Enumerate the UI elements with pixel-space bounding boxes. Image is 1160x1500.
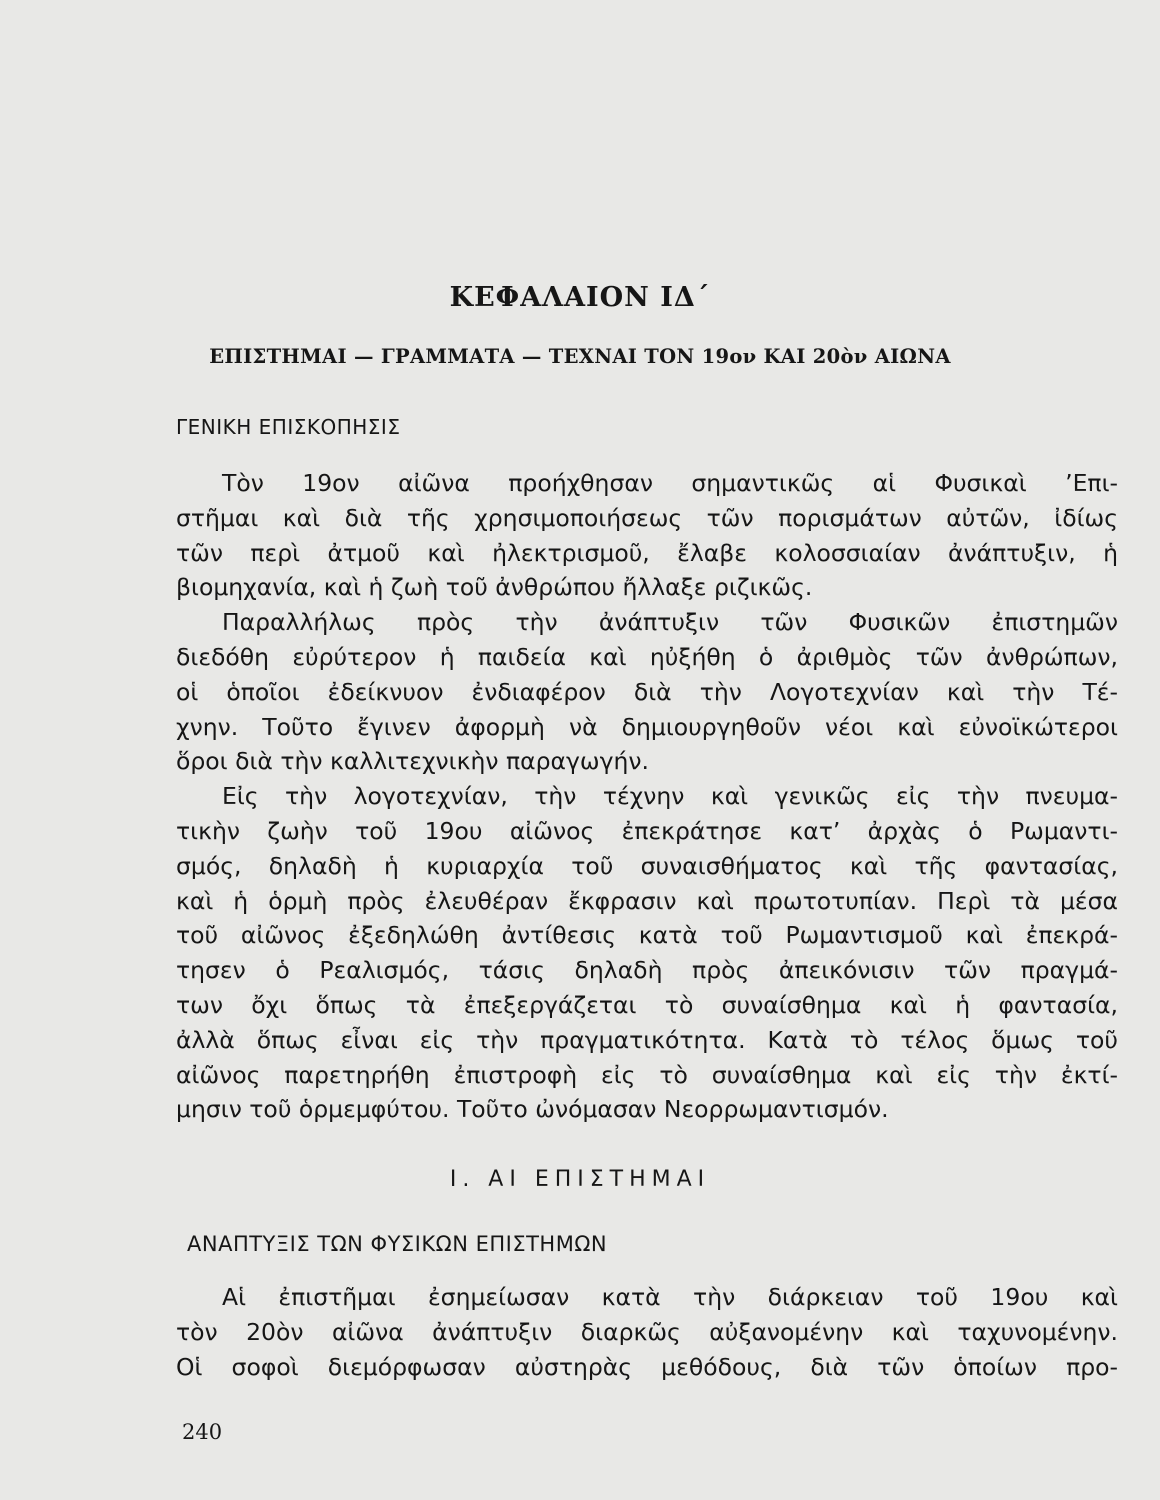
text-line: των ὄχι ὅπως τὰ ἐπεξεργάζεται τὸ συναίσθημα καὶ ἡ φαντασία, [176, 990, 1118, 1019]
text-line: Τὸν 19ον αἰῶνα προήχθησαν σημαντικῶς αἱ Φυσικαὶ ’Επι- [222, 469, 1118, 497]
text-line: στῆμαι καὶ διὰ τῆς χρησιμοποιήσεως τῶν πορισμάτων αὐτῶν, ἰδίως [176, 503, 1118, 532]
text-line: διεδόθη εὐρύτερον ἡ παιδεία καὶ ηὐξήθη ὁ ἀριθμὸς τῶν ἀνθρώπων, [176, 642, 1118, 671]
text-line: καὶ ἡ ὁρμὴ πρὸς ἐλευθέραν ἔκφρασιν καὶ πρωτοτυπίαν. Περὶ τὰ μέσα [176, 886, 1118, 915]
text-line: Παραλλήλως πρὸς τὴν ἀνάπτυξιν τῶν Φυσικῶν ἐπιστημῶν [222, 608, 1118, 637]
text-line: τησεν ὁ Ρεαλισμός, τάσις δηλαδὴ πρὸς ἀπεικόνισιν τῶν πραγμά- [176, 956, 1118, 985]
text-line: τοῦ αἰῶνος ἐξεδηλώθη ἀντίθεσις κατὰ τοῦ Ρωμαντισμοῦ καὶ ἐπεκρά- [176, 921, 1118, 950]
general-overview-text [176, 466, 1118, 1127]
text-line: τῶν περὶ ἀτμοῦ καὶ ἠλεκτρισμοῦ, ἔλαβε κολοσσιαίαν ἀνάπτυξιν, ἡ [176, 538, 1118, 567]
text-line: μησιν τοῦ ὁρμεμφύτου. Τοῦτο ὠνόμασαν Νεορρωμαντισμόν. [176, 1095, 889, 1124]
text-line: ἀλλὰ ὅπως εἶναι εἰς τὴν πραγματικότητα. Κατὰ τὸ τέλος ὅμως τοῦ [176, 1025, 1118, 1054]
page-number: 240 [182, 1420, 223, 1444]
text-line: αἰῶνος παρετηρήθη ἐπιστροφὴ εἰς τὸ συναίσθημα καὶ εἰς τὴν ἐκτί- [176, 1060, 1118, 1089]
text-line: Εἰς τὴν λογοτεχνίαν, τὴν τέχνην καὶ γενικῶς εἰς τὴν πνευμα- [222, 782, 1118, 811]
text-line: βιομηχανία, καὶ ἡ ζωὴ τοῦ ἀνθρώπου ἤλλαξε ριζικῶς. [176, 573, 813, 602]
text-line: χνην. Τοῦτο ἔγινεν ἀφορμὴ νὰ δημιουργηθοῦν νέοι καὶ εὐνοϊκώτεροι [176, 712, 1118, 741]
chapter-title: ΚΕΦΑΛΑΙΟΝ ΙΔ΄ [449, 282, 711, 313]
text-line: τικὴν ζωὴν τοῦ 19ου αἰῶνος ἐπεκράτησε κατ’ ἀρχὰς ὁ Ρωμαντι- [176, 816, 1118, 845]
text-line: ὅροι διὰ τὴν καλλιτεχνικὴν παραγωγήν. [176, 747, 650, 776]
section-heading-physical-sciences: ΑΝΑΠΤΥΞΙΣ ΤΩΝ ΦΥΣΙΚΩΝ ΕΠΙΣΤΗΜΩΝ [187, 1232, 608, 1256]
physical-sciences-text [176, 1280, 1118, 1384]
text-line: Αἱ ἐπιστῆμαι ἐσημείωσαν κατὰ τὴν διάρκειαν τοῦ 19ου καὶ [222, 1283, 1118, 1311]
text-line: οἱ ὁποῖοι ἐδείκνυον ἐνδιαφέρον διὰ τὴν Λογοτεχνίαν καὶ τὴν Τέ- [176, 677, 1118, 706]
part-heading-sciences: I. ΑΙ ΕΠΙΣΤΗΜΑΙ [449, 1167, 711, 1192]
section-heading-general: ΓΕΝΙΚΗ ΕΠΙΣΚΟΠΗΣΙΣ [176, 415, 401, 439]
chapter-subtitle: ΕΠΙΣΤΗΜΑΙ — ΓΡΑΜΜΑΤΑ — ΤΕΧΝΑΙ ΤΟΝ 19ον ΚΑΙ 20ὸν ΑΙΩΝΑ [209, 345, 951, 368]
text-line: Οἱ σοφοὶ διεμόρφωσαν αὐστηρὰς μεθόδους, διὰ τῶν ὁποίων προ- [176, 1352, 1118, 1381]
text-line: σμός, δηλαδὴ ἡ κυριαρχία τοῦ συναισθήματος καὶ τῆς φαντασίας, [176, 851, 1118, 880]
text-line: τὸν 20ὸν αἰῶνα ἀνάπτυξιν διαρκῶς αὐξανομένην καὶ ταχυνομένην. [176, 1317, 1118, 1346]
